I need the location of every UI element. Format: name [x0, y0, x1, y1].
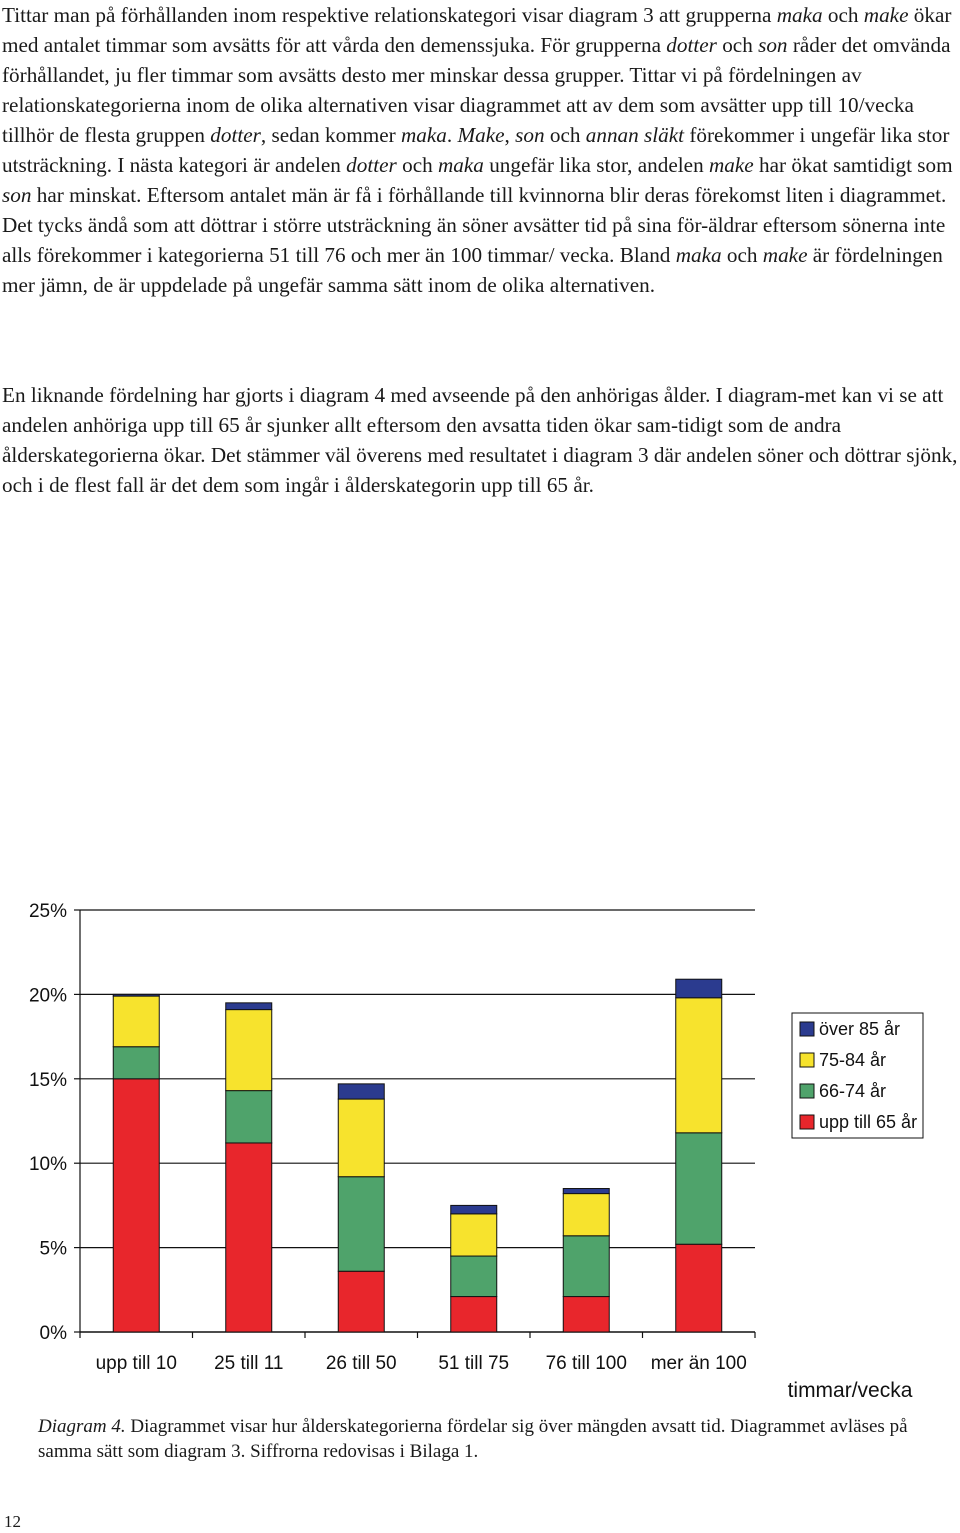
paragraph-1-run: och: [396, 153, 438, 177]
legend-label: 66-74 år: [819, 1081, 887, 1101]
paragraph-2-run: En liknande fördelning har gjorts i diagram 4 med avseende på den anhörigas ålder. I diagram-met kan vi se att andelen anhöriga upp till 65 år sjunker allt eftersom den avsatta tiden ökar sam-tidigt som de andra ålderskategorierna ökar. Det stämmer väl överens med resultatet i diagram 3 där andelen söner och döttrar sjönk, och i de flest fall är det dem som ingår i ålderskategorin upp till 65 år.: [2, 383, 958, 497]
bar-segment: [113, 996, 159, 1047]
paragraph-1-run: dotter: [346, 153, 397, 177]
bar-segment: [226, 1010, 272, 1091]
bar-segment: [451, 1256, 497, 1297]
x-category-label: mer än 100: [650, 1353, 747, 1374]
paragraph-1-run: och: [822, 3, 864, 27]
paragraph-1-run: son: [2, 183, 32, 207]
paragraph-1-run: Tittar man på förhållanden inom respektive relationskategori visar diagram 3 att grupperna: [2, 3, 777, 27]
paragraph-1-run: och: [721, 243, 763, 267]
paragraph-1-run: förekommer i ungefär lika stor utsträckning. I nästa kategori är andelen: [2, 123, 950, 177]
bar-segment: [113, 994, 159, 996]
legend-label: upp till 65 år: [819, 1112, 918, 1132]
bar-segment: [676, 998, 722, 1133]
y-tick-label: 15%: [28, 1069, 67, 1091]
bar-segment: [113, 1047, 159, 1079]
y-tick-label: 20%: [28, 985, 67, 1007]
bar-segment: [451, 1297, 497, 1332]
caption-label: Diagram 4.: [38, 1416, 126, 1437]
x-category-label: 25 till 11: [214, 1353, 284, 1374]
figure-caption: [38, 1414, 938, 1464]
paragraph-1-run: ungefär lika stor, andelen: [483, 153, 709, 177]
y-tick-label: 25%: [28, 901, 67, 922]
bar-segment: [451, 1205, 497, 1213]
x-axis-label: timmar/vecka: [787, 1379, 913, 1402]
paragraph-1-run: , sedan kommer: [260, 123, 401, 147]
bar-segment: [338, 1084, 384, 1099]
bar-segment: [113, 1079, 159, 1332]
paragraph-1-run: maka: [437, 153, 484, 177]
paragraph-1-run: maka: [776, 3, 823, 27]
paragraph-1-run: son: [758, 33, 788, 57]
paragraph-1-run: annan släkt: [585, 123, 685, 147]
bar-segment: [676, 1133, 722, 1244]
bar-segment: [676, 979, 722, 998]
paragraph-1-run: ,: [504, 123, 516, 147]
body-paragraph-1: [2, 0, 958, 300]
paragraph-1-run: make: [762, 243, 808, 267]
paragraph-1-run: har minskat. Eftersom antalet män är få i förhållande till kvinnorna blir deras förekomst liten i diagrammet. Det tycks ändå som att döttrar i större utsträckning än söner avsätter tid på sina för-äldrar eftersom sönerna inte alls förekommer i kategorierna 51 till 76 och mer än 100 timmar/ vecka. Bland: [2, 183, 947, 267]
body-paragraph-2: [2, 380, 958, 500]
bar-segment: [563, 1236, 609, 1297]
paragraph-1-run: dotter: [210, 123, 261, 147]
x-category-label: 76 till 100: [545, 1353, 627, 1374]
legend-swatch: [800, 1115, 814, 1129]
x-category-label: 26 till 50: [325, 1353, 397, 1374]
paragraph-1-run: maka: [675, 243, 722, 267]
paragraph-1-run: dotter: [666, 33, 717, 57]
paragraph-1-run: ökar med antalet timmar som avsätts för att vårda den demenssjuka. För grupperna: [2, 3, 952, 57]
paragraph-1-run: Make: [457, 123, 505, 147]
caption-text: Diagrammet visar hur ålderskategorierna fördelar sig över mängden avsatt tid. Diagrammet avläses på samma sätt som diagram 3. Siffrorna redovisas i Bilaga 1.: [38, 1416, 908, 1462]
bar-segment: [676, 1244, 722, 1332]
bar-segment: [563, 1189, 609, 1194]
paragraph-1-run: och: [544, 123, 586, 147]
bar-segment: [451, 1214, 497, 1256]
legend-label: 75-84 år: [819, 1050, 887, 1070]
bar-segment: [338, 1099, 384, 1177]
bar-segment: [563, 1194, 609, 1236]
legend-swatch: [800, 1084, 814, 1098]
x-category-label: upp till 10: [95, 1353, 177, 1374]
legend-label: över 85 år: [819, 1019, 901, 1039]
paragraph-1-run: .: [446, 123, 458, 147]
paragraph-1-run: maka: [400, 123, 447, 147]
y-tick-label: 0%: [39, 1323, 67, 1344]
paragraph-1-run: är fördelningen mer jämn, de är uppdelade på ungefär samma sätt inom de olika alternativen.: [2, 243, 943, 297]
paragraph-1-run: make: [708, 153, 754, 177]
bar-segment: [226, 1091, 272, 1143]
paragraph-1-run: make: [863, 3, 909, 27]
page-number: 12: [4, 1512, 21, 1531]
bar-segment: [338, 1177, 384, 1272]
paragraph-1-run: son: [515, 123, 545, 147]
y-tick-label: 5%: [39, 1238, 67, 1260]
bar-segment: [226, 1143, 272, 1332]
y-tick-label: 10%: [28, 1154, 67, 1176]
legend-swatch: [800, 1053, 814, 1067]
bar-segment: [226, 1003, 272, 1010]
bar-segment: [338, 1271, 384, 1332]
paragraph-1-run: råder det omvända förhållandet, ju fler timmar som avsätts desto mer minskar dessa grupper. Tittar vi på fördelningen av relationskategorierna inom de olika alternativen visar diagrammet att av dem som avsätter upp till 10/vecka tillhör de flesta gruppen: [2, 33, 951, 147]
paragraph-1-run: har ökat samtidigt som: [753, 153, 953, 177]
bar-segment: [563, 1297, 609, 1332]
x-category-label: 51 till 75: [438, 1353, 510, 1374]
paragraph-1-run: och: [716, 33, 759, 57]
legend-swatch: [800, 1022, 814, 1036]
stacked-bar-chart: [0, 880, 960, 1420]
